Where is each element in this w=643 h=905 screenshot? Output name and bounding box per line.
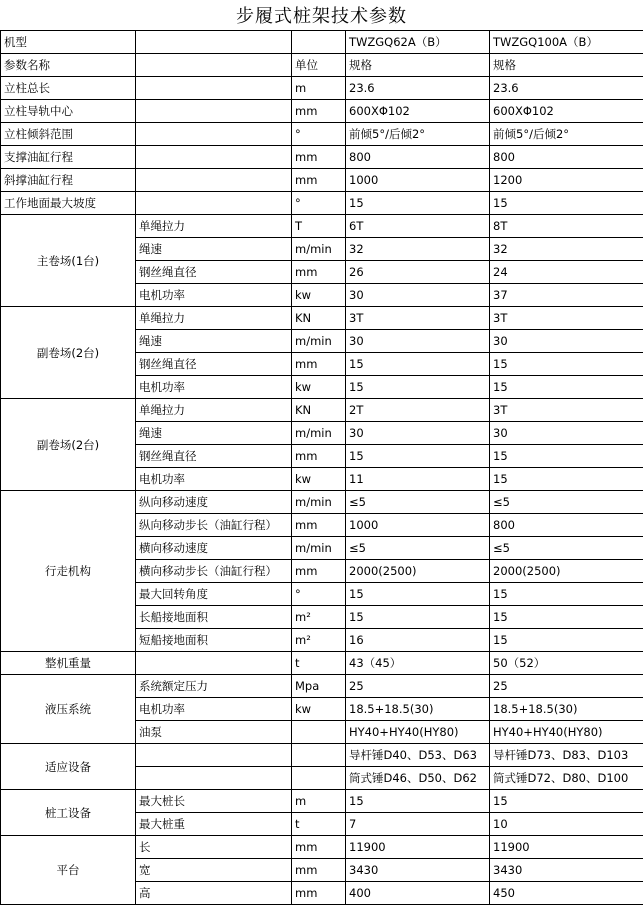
value-a: 18.5+18.5(30) (346, 698, 490, 721)
sub-param: 绳速 (136, 330, 292, 353)
sub-param: 最大桩重 (136, 813, 292, 836)
value-b: ≤5 (490, 491, 643, 514)
table-row (1, 652, 643, 675)
unit-cell: m (292, 790, 346, 813)
value-b: 导杆锤D73、D83、D103 (490, 744, 643, 767)
group-name: 行走机构 (1, 491, 136, 652)
value-b: 15 (490, 583, 643, 606)
value-a: 25 (346, 675, 490, 698)
sub-param: 单绳拉力 (136, 307, 292, 330)
unit-cell: m² (292, 606, 346, 629)
value-a: 15 (346, 192, 490, 215)
value-b: 15 (490, 376, 643, 399)
value-a: 15 (346, 583, 490, 606)
value-b: 3430 (490, 859, 643, 882)
group-name: 副卷场(2台) (1, 399, 136, 491)
sub-param: 长 (136, 836, 292, 859)
value-b: 450 (490, 882, 643, 905)
unit-cell: mm (292, 836, 346, 859)
sub-param: 钢丝绳直径 (136, 353, 292, 376)
spec-table-body (1, 31, 643, 905)
sub-param: 长船接地面积 (136, 606, 292, 629)
param-name: 立柱总长 (1, 77, 136, 100)
table-row (1, 675, 643, 698)
unit-cell: mm (292, 261, 346, 284)
unit-cell: KN (292, 307, 346, 330)
group-name: 主卷场(1台) (1, 215, 136, 307)
value-b: 37 (490, 284, 643, 307)
spec-label-b: 规格 (490, 54, 643, 77)
unit-cell: mm (292, 514, 346, 537)
value-a: 43（45） (346, 652, 490, 675)
table-row (1, 77, 643, 100)
sub-param: 系统额定压力 (136, 675, 292, 698)
value-a: 15 (346, 376, 490, 399)
value-a: 筒式锤D46、D50、D62 (346, 767, 490, 790)
table-row (1, 192, 643, 215)
value-a: 26 (346, 261, 490, 284)
sub-param: 电机功率 (136, 376, 292, 399)
unit-cell: mm (292, 859, 346, 882)
value-a: 30 (346, 330, 490, 353)
value-b: 50（52） (490, 652, 643, 675)
value-b: 15 (490, 629, 643, 652)
value-a: 2T (346, 399, 490, 422)
unit-cell: mm (292, 100, 346, 123)
table-row (1, 744, 643, 767)
value-a: ≤5 (346, 491, 490, 514)
unit-cell: kw (292, 284, 346, 307)
value-a: 15 (346, 606, 490, 629)
unit-cell: t (292, 652, 346, 675)
sub-param: 宽 (136, 859, 292, 882)
value-b: 8T (490, 215, 643, 238)
unit-cell: t (292, 813, 346, 836)
value-a: 前倾5°/后倾2° (346, 123, 490, 146)
value-a: 23.6 (346, 77, 490, 100)
value-a: 800 (346, 146, 490, 169)
unit-cell: mm (292, 169, 346, 192)
value-a: 11900 (346, 836, 490, 859)
unit-cell: m/min (292, 537, 346, 560)
sub-param: 纵向移动速度 (136, 491, 292, 514)
table-row (1, 54, 643, 77)
table-row (1, 215, 643, 238)
value-b: 前倾5°/后倾2° (490, 123, 643, 146)
value-a: 16 (346, 629, 490, 652)
sub-param: 绳速 (136, 422, 292, 445)
value-b: 11900 (490, 836, 643, 859)
value-b: 32 (490, 238, 643, 261)
sub-param: 纵向移动步长（油缸行程） (136, 514, 292, 537)
unit-cell: m (292, 77, 346, 100)
sub-param: 最大桩长 (136, 790, 292, 813)
param-name: 立柱导轨中心 (1, 100, 136, 123)
value-a: 3430 (346, 859, 490, 882)
value-a: HY40+HY40(HY80) (346, 721, 490, 744)
group-name: 平台 (1, 836, 136, 905)
unit-cell: m² (292, 629, 346, 652)
value-b: 30 (490, 422, 643, 445)
value-b: 800 (490, 146, 643, 169)
value-b: 15 (490, 192, 643, 215)
value-a: 11 (346, 468, 490, 491)
sub-param: 短船接地面积 (136, 629, 292, 652)
value-b: 25 (490, 675, 643, 698)
param-name: 立柱倾斜范围 (1, 123, 136, 146)
unit-cell: mm (292, 560, 346, 583)
sub-param: 单绳拉力 (136, 215, 292, 238)
table-row (1, 169, 643, 192)
table-row (1, 146, 643, 169)
model-a: TWZGQ62A（B） (346, 31, 490, 54)
value-a: 2000(2500) (346, 560, 490, 583)
unit-cell: kw (292, 376, 346, 399)
group-name: 适应设备 (1, 744, 136, 790)
value-a: 15 (346, 445, 490, 468)
unit-cell: T (292, 215, 346, 238)
value-b: HY40+HY40(HY80) (490, 721, 643, 744)
value-b: 3T (490, 307, 643, 330)
value-a: 7 (346, 813, 490, 836)
value-b: 1200 (490, 169, 643, 192)
group-name: 副卷场(2台) (1, 307, 136, 399)
spec-table (0, 30, 643, 905)
value-a: 30 (346, 284, 490, 307)
sub-param: 绳速 (136, 238, 292, 261)
value-b: 10 (490, 813, 643, 836)
model-b: TWZGQ100A（B） (490, 31, 643, 54)
group-name: 桩工设备 (1, 790, 136, 836)
spec-label-a: 规格 (346, 54, 490, 77)
unit-cell: mm (292, 882, 346, 905)
param-name: 支撑油缸行程 (1, 146, 136, 169)
sub-param: 横向移动速度 (136, 537, 292, 560)
param-name: 工作地面最大坡度 (1, 192, 136, 215)
value-a: 15 (346, 790, 490, 813)
table-row (1, 836, 643, 859)
table-row (1, 491, 643, 514)
value-a: 1000 (346, 514, 490, 537)
value-b: 15 (490, 468, 643, 491)
value-a: ≤5 (346, 537, 490, 560)
table-row (1, 790, 643, 813)
sub-param: 油泵 (136, 721, 292, 744)
value-a: 3T (346, 307, 490, 330)
value-b: 15 (490, 790, 643, 813)
unit-cell: m/min (292, 422, 346, 445)
value-b: ≤5 (490, 537, 643, 560)
value-b: 600XΦ102 (490, 100, 643, 123)
value-b: 3T (490, 399, 643, 422)
value-b: 15 (490, 445, 643, 468)
value-b: 23.6 (490, 77, 643, 100)
value-a: 32 (346, 238, 490, 261)
model-label: 机型 (1, 31, 136, 54)
sub-param: 高 (136, 882, 292, 905)
sub-param: 钢丝绳直径 (136, 261, 292, 284)
unit-cell: ° (292, 192, 346, 215)
unit-cell: m/min (292, 491, 346, 514)
unit-cell: mm (292, 445, 346, 468)
page-title: 步履式桩架技术参数 (0, 0, 643, 30)
unit-cell: kw (292, 468, 346, 491)
table-row (1, 100, 643, 123)
param-label: 参数名称 (1, 54, 136, 77)
table-row (1, 307, 643, 330)
group-name: 液压系统 (1, 675, 136, 744)
value-b: 2000(2500) (490, 560, 643, 583)
unit-label: 单位 (292, 54, 346, 77)
unit-cell: mm (292, 353, 346, 376)
value-b: 18.5+18.5(30) (490, 698, 643, 721)
sub-param: 横向移动步长（油缸行程） (136, 560, 292, 583)
unit-cell: m/min (292, 238, 346, 261)
sub-param: 电机功率 (136, 284, 292, 307)
value-a: 导杆锤D40、D53、D63 (346, 744, 490, 767)
unit-cell: kw (292, 698, 346, 721)
param-name: 整机重量 (1, 652, 136, 675)
param-name: 斜撑油缸行程 (1, 169, 136, 192)
unit-cell: Mpa (292, 675, 346, 698)
value-a: 400 (346, 882, 490, 905)
unit-cell: ° (292, 583, 346, 606)
value-a: 600XΦ102 (346, 100, 490, 123)
value-b: 800 (490, 514, 643, 537)
sub-param: 电机功率 (136, 468, 292, 491)
sub-param: 最大回转角度 (136, 583, 292, 606)
value-a: 1000 (346, 169, 490, 192)
table-row (1, 123, 643, 146)
value-b: 筒式锤D72、D80、D100 (490, 767, 643, 790)
value-b: 15 (490, 353, 643, 376)
value-b: 30 (490, 330, 643, 353)
value-a: 6T (346, 215, 490, 238)
unit-cell: mm (292, 146, 346, 169)
sub-param: 电机功率 (136, 698, 292, 721)
table-row (1, 399, 643, 422)
value-b: 24 (490, 261, 643, 284)
sub-param: 单绳拉力 (136, 399, 292, 422)
unit-cell: m/min (292, 330, 346, 353)
value-a: 15 (346, 353, 490, 376)
unit-cell: ° (292, 123, 346, 146)
unit-cell (292, 721, 346, 744)
sub-param: 钢丝绳直径 (136, 445, 292, 468)
value-b: 15 (490, 606, 643, 629)
table-row (1, 31, 643, 54)
value-a: 30 (346, 422, 490, 445)
unit-cell: KN (292, 399, 346, 422)
